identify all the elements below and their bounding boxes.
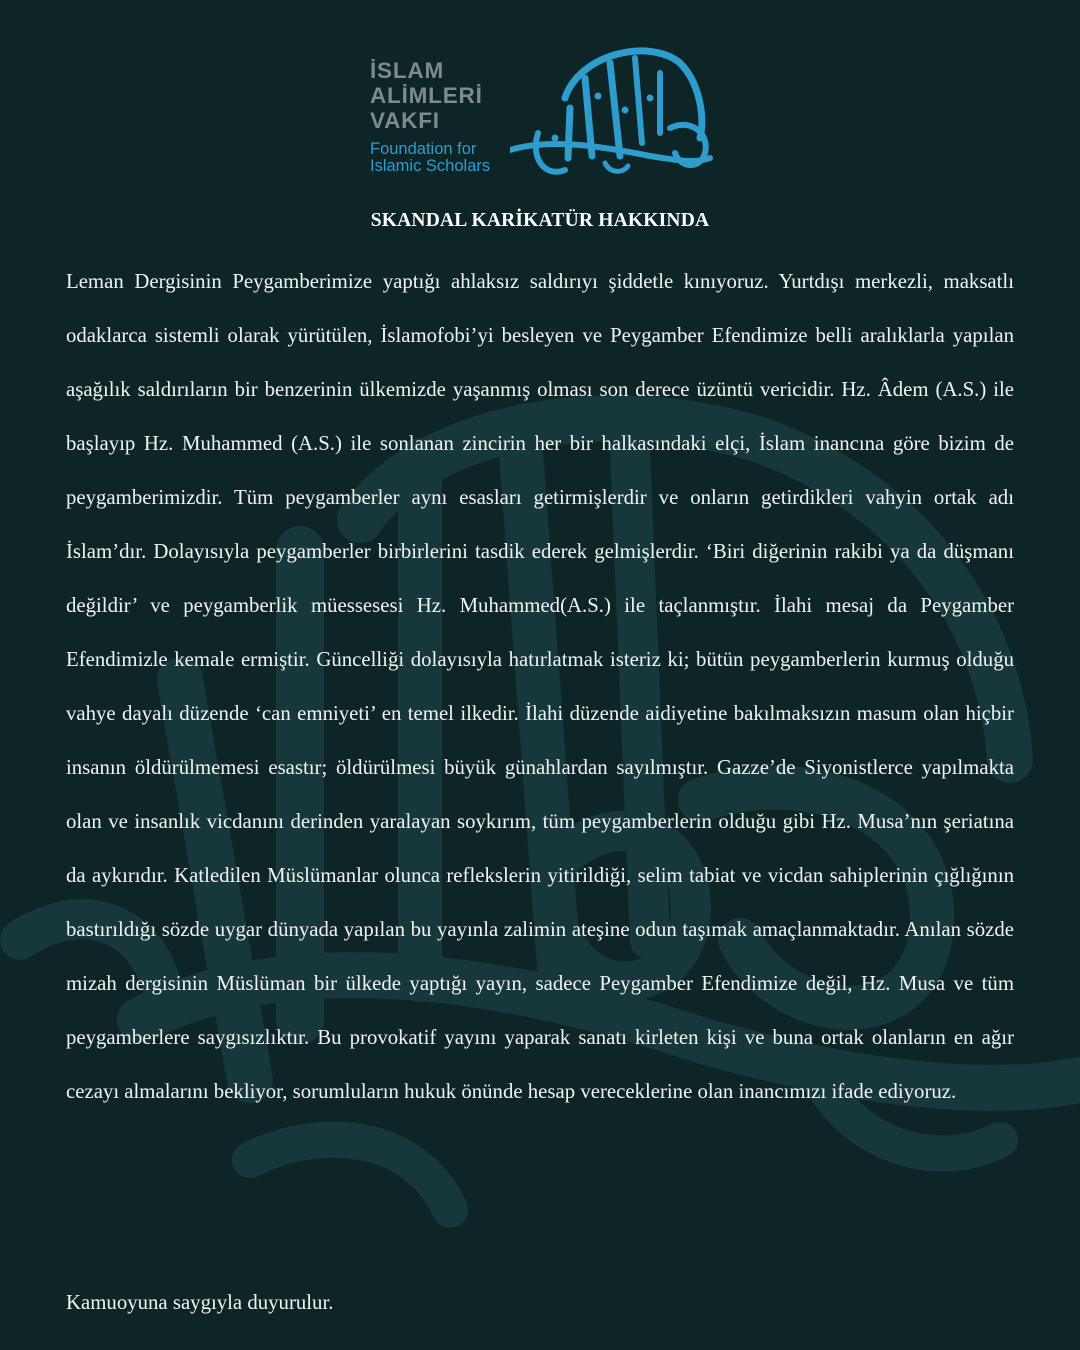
logo-english-line-1: Foundation for: [370, 140, 477, 158]
document-title: SKANDAL KARİKATÜR HAKKINDA: [370, 210, 710, 231]
logo-name-line-1: İSLAM: [370, 58, 444, 83]
logo-name-line-2: ALİMLERİ: [370, 83, 483, 108]
arabic-calligraphy-icon: [510, 38, 720, 178]
logo-name-line-3: VAKFI: [370, 108, 440, 133]
closing-line: Kamuoyuna saygıyla duyurulur.: [66, 1291, 334, 1314]
logo-english-line-2: Islamic Scholars: [370, 157, 491, 175]
statement-body: Leman Dergisinin Peygamberimize yaptığı ahlaksız saldırıyı şiddetle kınıyoruz. Yurtdışı merkezli, maksatlı odaklarca sistemli olarak yürütülen, İslamofobi’yi besleyen ve Peygamber Efendimize belli aralıklarla yapılan aşağılık saldırıların bir benzerinin ülkemizde yaşanmış olması son derece üzüntü vericidir. Hz. Âdem (A.S.) ile başlayıp Hz. Muhammed (A.S.) ile sonlanan zincirin her bir halkasındaki elçi, İslam inancına göre bizim de peygamberimizdir. Tüm peygamberler aynı esasları getirmişlerdir ve onların getirdikleri vahyin ortak adı İslam’dır. Dolayısıyla peygamberler birbirlerini tasdik ederek gelmişlerdir. ‘Biri diğerinin rakibi ya da düşmanı değildir’ ve peygamberlik müessesesi Hz. Muhammed(A.S.) ile taçlanmıştır. İlahi mesaj da Peygamber Efendimizle kemale ermiştir. Güncelliği dolayısıyla hatırlatmak isteriz ki; bütün peygamberlerin kurmuş olduğu vahye dayalı düzende ‘can emniyeti’ en temel ilkedir. İlahi düzende aidiyetine bakılmaksızın masum olan hiçbir insanın öldürülmemesi esastır; öldürülmesi büyük günahlardan sayılmıştır. Gazze’de Siyonistlerce yapılmakta olan ve insanlık vicdanını derinden yaralayan soykırım, tüm peygamberlerin olduğu gibi Hz. Musa’nın şeriatına da aykırıdır. Katledilen Müslümanlar olunca reflekslerin yitirildiği, selim tabiat ve vicdan sahiplerinin çığlığının bastırıldığı sözde uygar dünyada yapılan bu yayınla zalimin ateşine odun taşımak amaçlanmaktadır. Anılan sözde mizah dergisinin Müslüman bir ülkede yaptığı yayın, sadece Peygamber Efendimize değil, Hz. Musa ve tüm peygamberlere saygısızlıktır. Bu provokatif yayını yaparak sanatı kirleten kişi ve buna ortak olanların en ağır cezayı almalarını bekliyor, sorumluların hukuk önünde hesap vereceklerine olan inancımızı ifade ediyoruz.: [66, 270, 1014, 1103]
foundation-logo: [366, 38, 726, 188]
logo-text: [370, 58, 510, 175]
